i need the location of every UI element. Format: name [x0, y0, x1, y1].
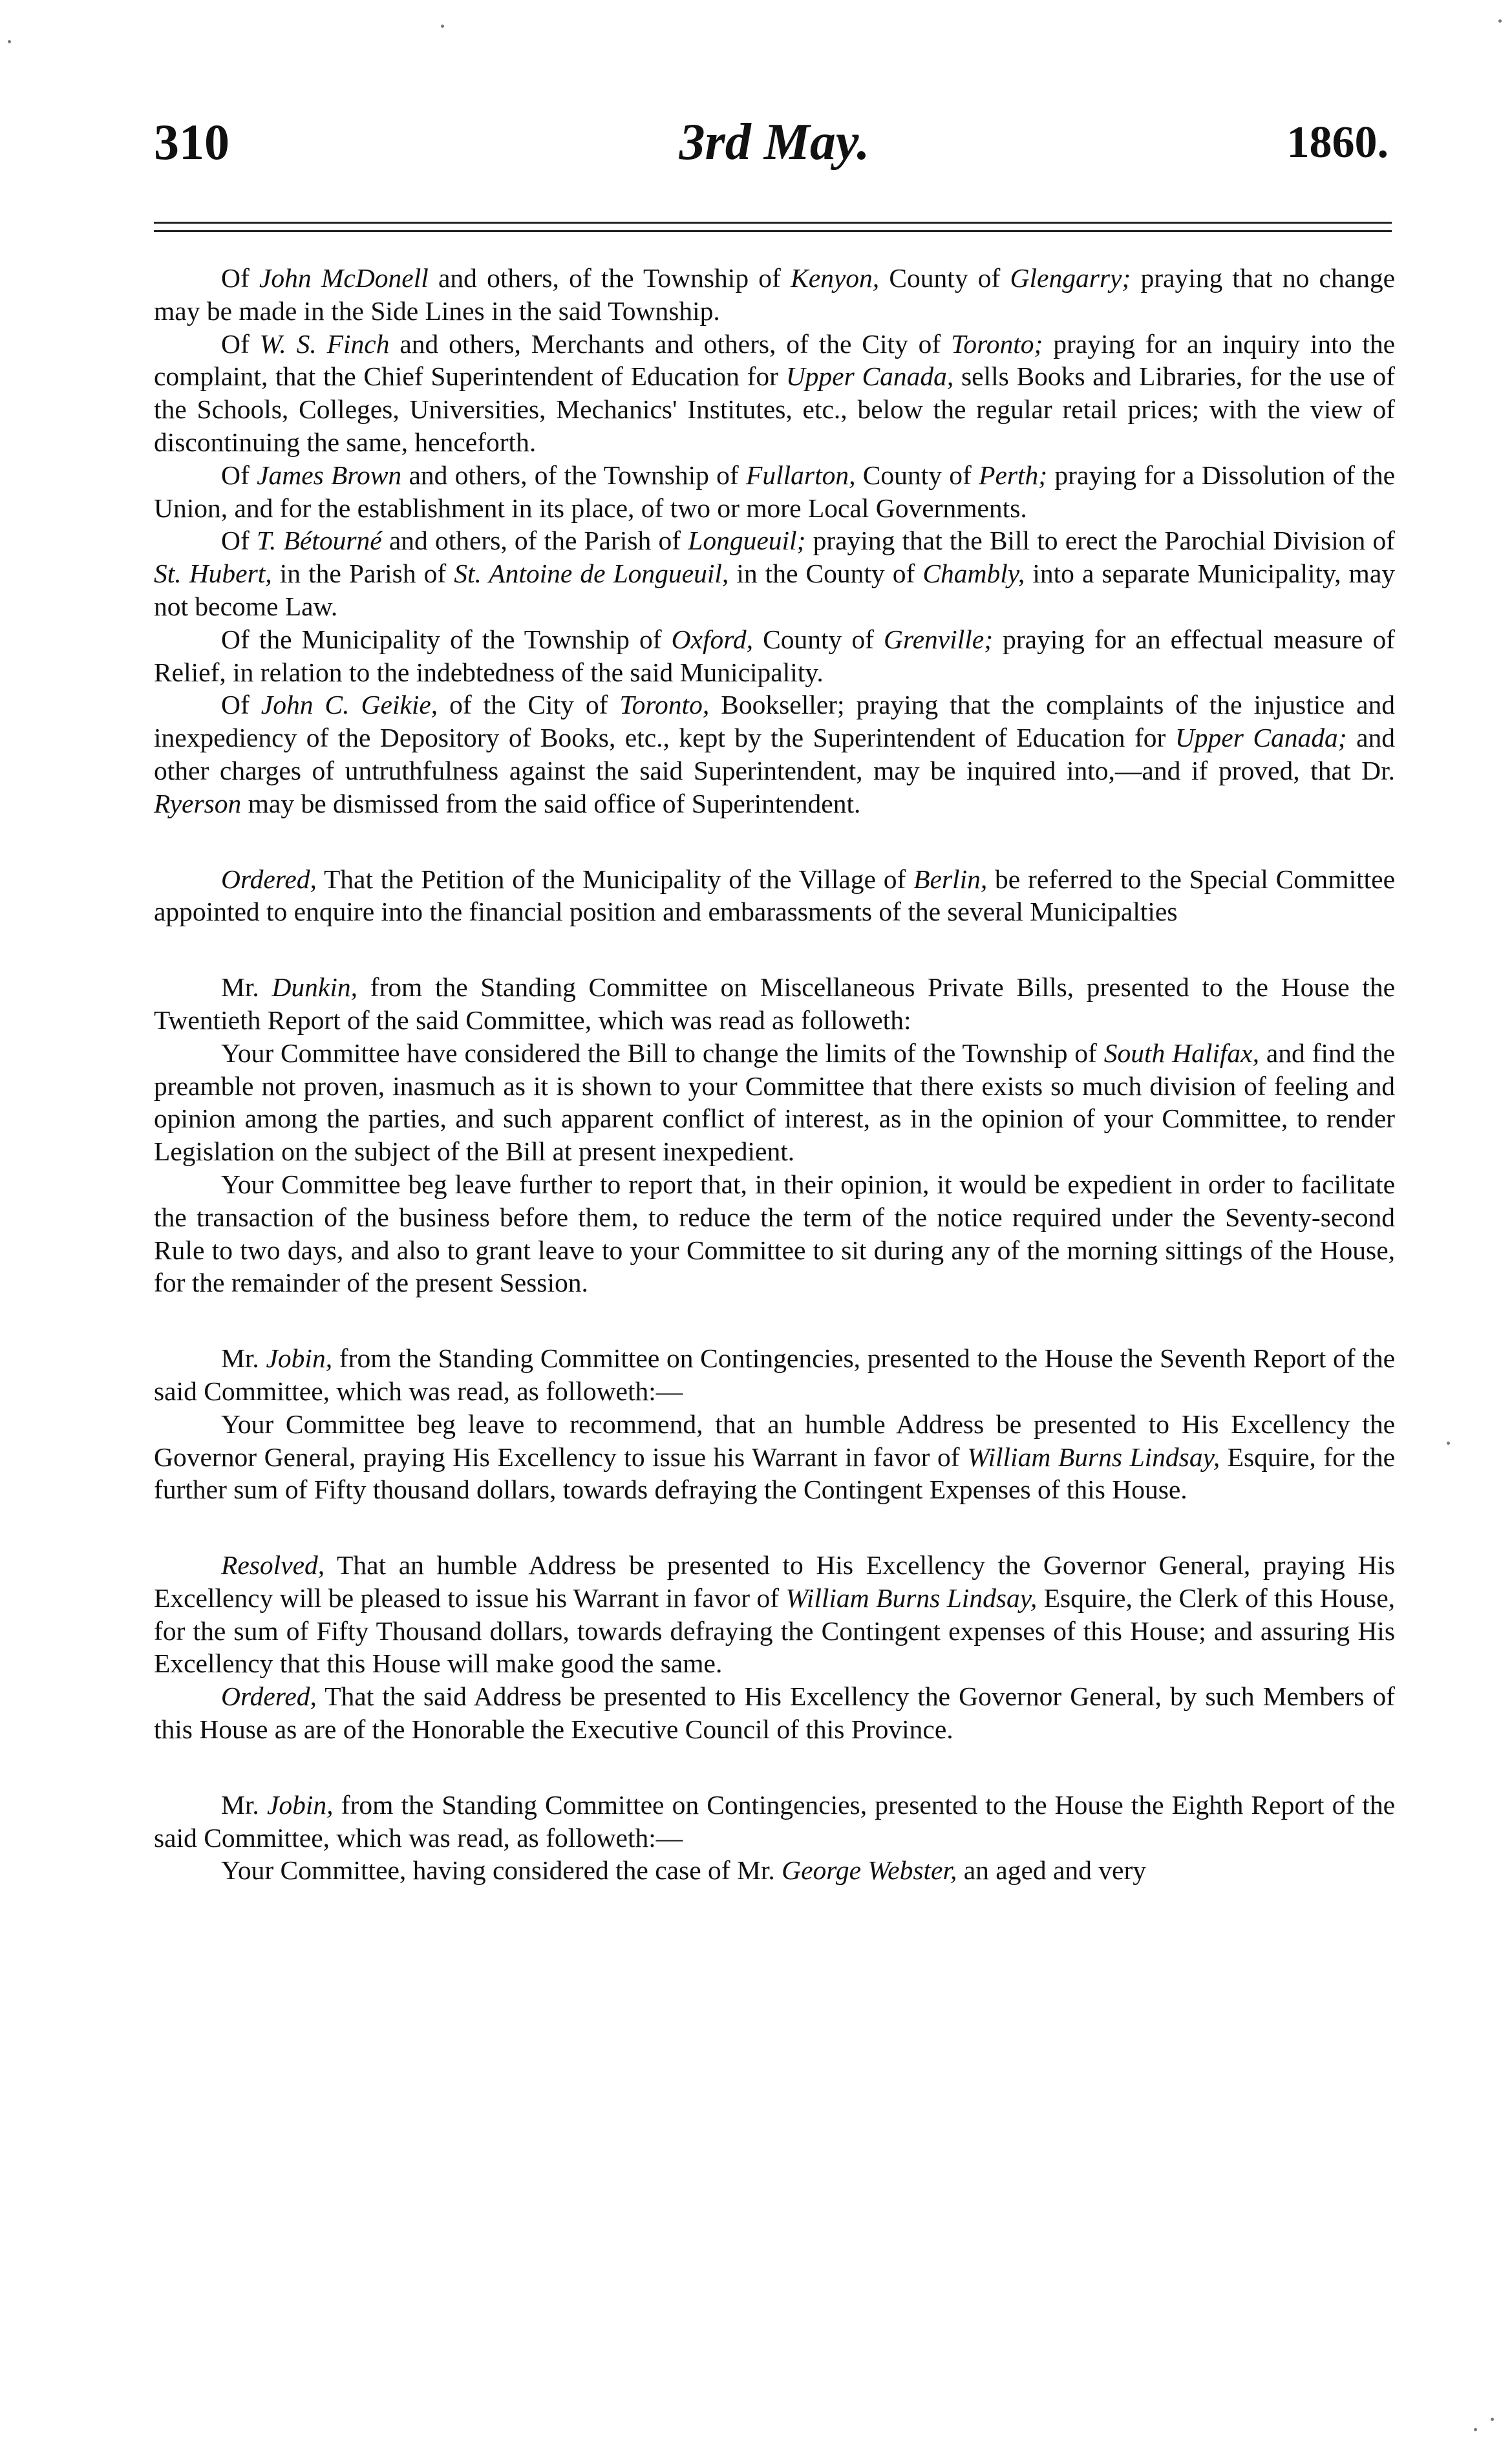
text-run: Your Committee, having considered the case of Mr. — [221, 1855, 782, 1886]
text-run: and others, Merchants and others, of the City of — [389, 328, 952, 359]
italic-text: Ryerson — [154, 788, 242, 818]
text-run: and others, of the Parish of — [381, 526, 688, 556]
italic-text: St. Antoine de Longueuil, — [454, 559, 729, 589]
italic-text: Fullarton, — [746, 460, 856, 490]
italic-text: Jobin, — [266, 1789, 334, 1820]
paragraph — [154, 1854, 1395, 1887]
italic-text: W. S. Finch — [259, 328, 390, 359]
text-run: That an humble Address be presented to His Excellency the Governor General, praying His Excellency will be pleased to issue his Warrant in favor of — [154, 1550, 1395, 1613]
italic-text: George Webster, — [782, 1855, 957, 1886]
italic-text: Ordered, — [221, 864, 317, 894]
paragraph — [154, 1680, 1395, 1746]
text-run: praying for a Dissolution of the Union, and for the establishment in its place, of two or more Local Governments. — [154, 460, 1395, 523]
text-run: County of — [753, 624, 884, 654]
italic-text: T. Bétourné — [256, 526, 382, 556]
text-run: and others, of the Township of — [428, 263, 791, 293]
text-run: Of — [221, 328, 260, 359]
text-run: from the Standing Committee on Contingencies, presented to the House the Eighth Report of the said Committee, which was read, as followeth:— — [154, 1789, 1395, 1853]
page-header — [154, 113, 1395, 178]
italic-text: Longueuil; — [688, 526, 806, 556]
text-run: County of — [855, 460, 979, 490]
text-run: Mr. — [221, 1343, 266, 1374]
paragraph — [154, 262, 1395, 328]
page-number: 310 — [154, 114, 229, 170]
text-run: praying for an effectual measure of Relief, in relation to the indebtedness of the said Municipality. — [154, 624, 1395, 687]
text-run: into a separate Municipality, may not become Law. — [154, 559, 1395, 621]
text-run: Mr. — [221, 1789, 267, 1820]
italic-text: Perth; — [979, 460, 1048, 490]
paragraph — [154, 1549, 1395, 1680]
text-run: Your Committee beg leave further to report that, in their opinion, it would be expedient in order to facilitate the transaction of the business before them, to reduce the term of the notice required under the Seventy-second Rule to two days, and also to grant leave to your Committee to sit during any of the morning sittings of the House, for the remainder of the present Session. — [154, 1169, 1395, 1298]
text-run: sells Books and Libraries, for the use of the Schools, Colleges, Universities, Mechanics' Institutes, etc., below the regular retail prices; with the view of discontinuing the same, henceforth. — [154, 361, 1395, 457]
text-run: of the City of — [438, 690, 620, 720]
italic-text: Toronto; — [951, 328, 1043, 359]
header-rule-bottom — [154, 230, 1392, 232]
text-run: Of — [221, 526, 257, 556]
text-run: and other charges of untruthfulness against the said Superintendent, may be inquired into,—and if proved, that Dr. — [154, 723, 1395, 785]
italic-text: Grenville; — [884, 624, 994, 654]
text-run: praying that no change may be made in the Side Lines in the said Township. — [154, 263, 1396, 326]
text-run: Your Committee beg leave to recommend, that an humble Address be presented to His Excellency the Governor General, praying His Excellency to issue his Warrant in favor of — [154, 1409, 1395, 1472]
page-body — [154, 262, 1395, 1887]
italic-text: Chambly, — [922, 559, 1025, 589]
italic-text: St. Hubert, — [154, 559, 272, 589]
text-run: Your Committee have considered the Bill to change the limits of the Township of — [221, 1038, 1104, 1068]
italic-text: Upper Canada, — [785, 361, 954, 392]
text-run: and others, of the Township of — [401, 460, 747, 490]
page-date: 3rd May. — [679, 114, 870, 171]
italic-text: Oxford, — [671, 624, 753, 654]
text-run: in the Parish of — [272, 559, 454, 589]
header-rule-top — [154, 222, 1392, 224]
text-run: Of — [221, 263, 259, 293]
paragraph — [154, 623, 1395, 689]
text-run: may be dismissed from the said office of Superintendent. — [241, 788, 861, 818]
italic-text: John C. Geikie, — [261, 690, 438, 720]
italic-text: Kenyon, — [791, 263, 880, 293]
text-run: County of — [879, 263, 1010, 293]
text-run: Esquire, for the further sum of Fifty thousand dollars, towards defraying the Contingent Expenses of this House. — [154, 1442, 1396, 1505]
text-run: Esquire, the Clerk of this House, for the sum of Fifty Thousand dollars, towards defraying the Contingent expenses of this House; and assuring His Excellency that this House will make good the same. — [154, 1582, 1395, 1679]
text-run: from the Standing Committee on Miscellaneous Private Bills, presented to the House the Twentieth Report of the said Committee, which was read as followeth: — [154, 972, 1395, 1035]
paragraph — [154, 1789, 1395, 1855]
text-run: from the Standing Committee on Contingencies, presented to the House the Seventh Report of the said Committee, which was read, as followeth:— — [154, 1343, 1395, 1406]
text-run: an aged and very — [957, 1855, 1147, 1886]
paragraph — [154, 1168, 1395, 1299]
italic-text: Toronto, — [619, 690, 710, 720]
page-year: 1860. — [1286, 118, 1389, 167]
italic-text: James Brown — [257, 460, 402, 490]
italic-text: Berlin, — [913, 864, 988, 894]
paragraph — [154, 524, 1395, 623]
text-run: Of the Municipality of the Township of — [221, 624, 672, 654]
paragraph — [154, 971, 1395, 1037]
text-run: praying that the Bill to erect the Parochial Division of — [805, 526, 1396, 556]
paragraph — [154, 688, 1395, 820]
italic-text: South Halifax, — [1103, 1038, 1259, 1068]
italic-text: Jobin, — [266, 1343, 333, 1374]
paragraph — [154, 459, 1395, 525]
italic-text: Ordered, — [221, 1681, 317, 1712]
italic-text: William Burns Lindsay, — [967, 1442, 1220, 1472]
paragraph — [154, 863, 1395, 929]
paragraph — [154, 1037, 1395, 1168]
text-run: Bookseller; praying that the complaints of the injustice and inexpediency of the Depository of Books, etc., kept by the Superintendent of Education for — [154, 690, 1395, 753]
text-run: That the said Address be presented to His Excellency the Governor General, by such Members of this House as are of the Honorable the Executive Council of this Province. — [154, 1681, 1395, 1745]
text-run: Of — [221, 460, 257, 490]
italic-text: Resolved, — [221, 1550, 325, 1581]
paragraph — [154, 1342, 1395, 1408]
text-run: and find the preamble not proven, inasmuch as it is shown to your Committee that there exists so much division of feeling and opinion among the parties, and such apparent conflict of interest, as in the opinion of your Committee, to render Legislation on the subject of the Bill at present inexpedient. — [154, 1038, 1395, 1167]
text-run: Mr. — [221, 972, 272, 1003]
italic-text: Upper Canada; — [1175, 723, 1347, 753]
text-run: in the County of — [729, 559, 923, 589]
italic-text: Dunkin, — [272, 972, 357, 1003]
italic-text: Glengarry; — [1010, 263, 1131, 293]
italic-text: John McDonell — [259, 263, 429, 293]
text-run: be referred to the Special Committee appointed to enquire into the financial position and embarassments of the several Municipalties — [154, 864, 1395, 927]
paragraph — [154, 1408, 1395, 1506]
text-run: Of — [221, 690, 261, 720]
text-run: praying for an inquiry into the complaint, that the Chief Superintendent of Education for — [154, 328, 1396, 392]
paragraph — [154, 328, 1395, 459]
text-run: That the Petition of the Municipality of the Village of — [316, 864, 914, 894]
italic-text: William Burns Lindsay, — [785, 1582, 1038, 1613]
